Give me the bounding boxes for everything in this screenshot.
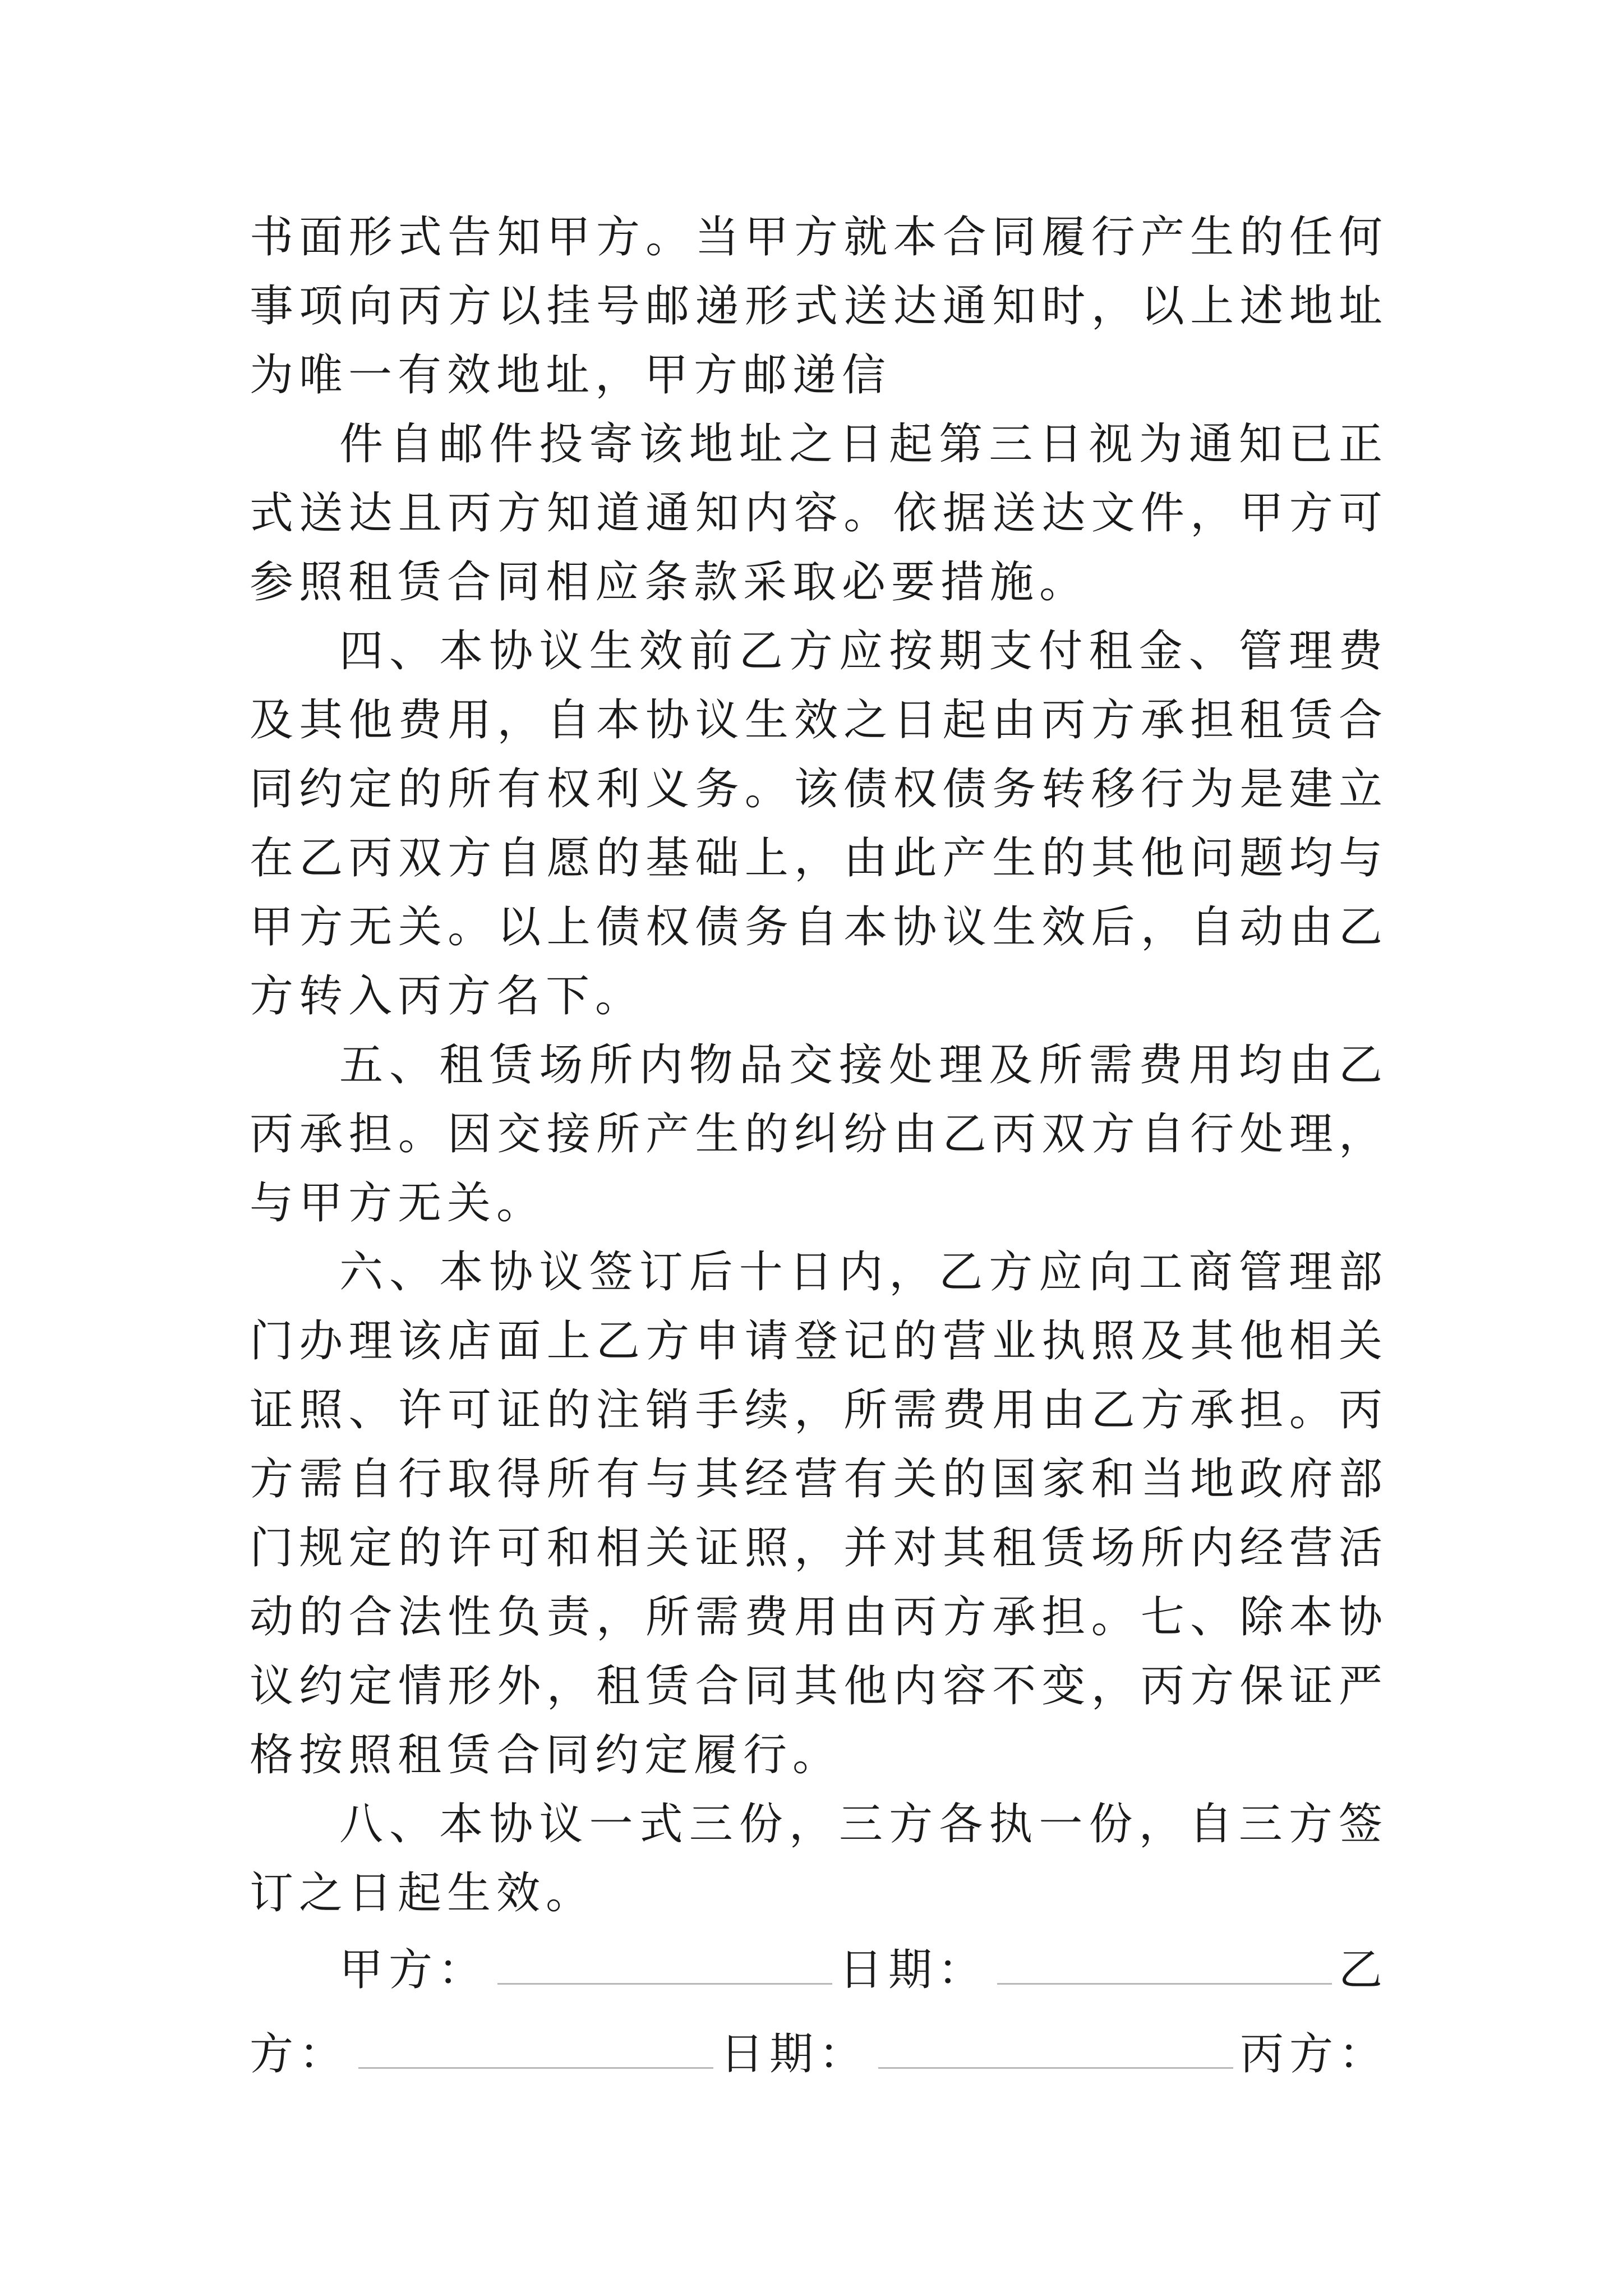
paragraph-clause-8: 八、本协议一式三份，三方各执一份，自三方签订之日起生效。: [250, 1799, 1388, 1918]
party-b-label-start: 乙: [1338, 1945, 1388, 1995]
paragraph-notice-continued: 书面形式告知甲方。当甲方就本合同履行产生的任何事项向丙方以挂号邮递形式送达通知时，以上述地址为唯一有效地址，甲方邮递信: [250, 212, 1388, 401]
document-body: [250, 203, 1388, 2096]
party-a-label: 甲方：: [339, 1945, 488, 1995]
party-b-signature-field[interactable]: [358, 2028, 713, 2069]
date-field-1[interactable]: [997, 1944, 1332, 1985]
signature-row-2: [250, 2012, 1388, 2096]
paragraph-clause-5: 五、租赁场所内物品交接处理及所需费用均由乙丙承担。因交接所产生的纠纷由乙丙双方自行处理，与甲方无关。: [250, 1040, 1388, 1228]
signature-block: [250, 1928, 1388, 2096]
date-label-1: 日期：: [838, 1945, 987, 1995]
date-field-2[interactable]: [878, 2028, 1233, 2069]
date-label-2: 日期：: [720, 2029, 868, 2079]
paragraph-clause-6-7: 六、本协议签订后十日内，乙方应向工商管理部门办理该店面上乙方申请登记的营业执照及其他相关证照、许可证的注销手续，所需费用由乙方承担。丙方需自行取得所有与其经营有关的国家和当地政府部门规定的许可和相关证照，并对其租赁场所内经营活动的合法性负责，所需费用由丙方承担。七、除本协议约定情形外，租赁合同其他内容不变，丙方保证严格按照租赁合同约定履行。: [250, 1247, 1388, 1780]
party-b-label-end: 方：: [250, 2029, 349, 2079]
paragraph-clause-4: 四、本协议生效前乙方应按期支付租金、管理费及其他费用，自本协议生效之日起由丙方承担租赁合同约定的所有权利义务。该债权债务转移行为是建立在乙丙双方自愿的基础上，由此产生的其他问题均与甲方无关。以上债权债务自本协议生效后，自动由乙方转入丙方名下。: [250, 626, 1388, 1022]
signature-row-1: [250, 1928, 1388, 2012]
party-c-label: 丙方：: [1239, 2029, 1388, 2079]
party-a-signature-field[interactable]: [497, 1944, 832, 1985]
paragraph-notice-delivery: 件自邮件投寄该地址之日起第三日视为通知已正式送达且丙方知道通知内容。依据送达文件，甲方可参照租赁合同相应条款采取必要措施。: [250, 419, 1388, 608]
